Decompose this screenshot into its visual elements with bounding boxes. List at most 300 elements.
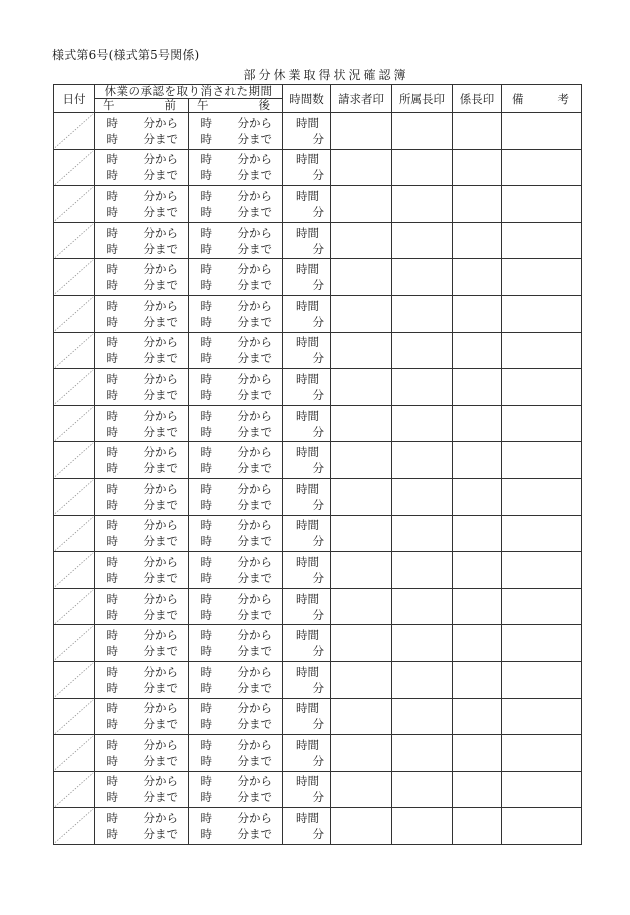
remarks-cell[interactable] bbox=[502, 661, 582, 698]
time-unit-label: 分まで bbox=[237, 607, 272, 622]
chief-seal-cell[interactable] bbox=[453, 588, 502, 625]
hours-cell[interactable] bbox=[283, 808, 331, 845]
date-cell[interactable] bbox=[54, 735, 95, 772]
time-unit-label: 分から bbox=[237, 371, 272, 386]
time-unit-label: 分 bbox=[312, 753, 324, 768]
time-unit-label: 時 bbox=[106, 115, 118, 130]
chief-seal-cell[interactable] bbox=[453, 735, 502, 772]
remarks-cell[interactable] bbox=[502, 735, 582, 772]
am-period-cell[interactable] bbox=[95, 295, 189, 332]
time-unit-label: 時 bbox=[106, 152, 118, 167]
requester-seal-cell[interactable] bbox=[331, 259, 392, 296]
date-diagonal-line bbox=[54, 113, 94, 149]
hours-cell[interactable] bbox=[283, 222, 331, 259]
hours-cell[interactable] bbox=[283, 332, 331, 369]
pm-period-cell[interactable] bbox=[189, 771, 283, 808]
hours-cell[interactable] bbox=[283, 661, 331, 698]
time-unit-label: 時 bbox=[106, 737, 118, 752]
time-unit-label: 時 bbox=[200, 774, 212, 789]
pm-period-cell[interactable] bbox=[189, 186, 283, 223]
remarks-header-right: 考 bbox=[557, 91, 569, 106]
time-unit-label: 分から bbox=[143, 225, 178, 240]
time-unit-label: 時 bbox=[200, 461, 212, 476]
time-unit-label: 分から bbox=[237, 152, 272, 167]
date-cell[interactable] bbox=[54, 113, 95, 150]
date-diagonal-line bbox=[54, 479, 94, 515]
time-unit-label: 分まで bbox=[143, 424, 178, 439]
chief-seal-cell[interactable] bbox=[453, 442, 502, 479]
confirmation-ledger-table bbox=[53, 84, 582, 845]
time-unit-label: 時 bbox=[200, 607, 212, 622]
remarks-cell[interactable] bbox=[502, 149, 582, 186]
time-unit-label: 時間 bbox=[296, 518, 319, 533]
time-unit-label: 分から bbox=[237, 591, 272, 606]
hours-cell[interactable] bbox=[283, 295, 331, 332]
chief-seal-header: 係長印 bbox=[453, 85, 502, 113]
director-seal-cell[interactable] bbox=[392, 149, 453, 186]
ledger-row bbox=[54, 771, 582, 808]
remarks-cell[interactable] bbox=[502, 186, 582, 223]
time-unit-label: 時 bbox=[200, 827, 212, 842]
remarks-cell[interactable] bbox=[502, 698, 582, 735]
date-cell[interactable] bbox=[54, 808, 95, 845]
time-unit-label: 分まで bbox=[237, 827, 272, 842]
director-seal-cell[interactable] bbox=[392, 295, 453, 332]
chief-seal-cell[interactable] bbox=[453, 698, 502, 735]
date-cell[interactable] bbox=[54, 259, 95, 296]
chief-seal-cell[interactable] bbox=[453, 259, 502, 296]
time-unit-label: 時 bbox=[106, 278, 118, 293]
pm-period-cell[interactable] bbox=[189, 332, 283, 369]
time-unit-label: 時 bbox=[200, 131, 212, 146]
requester-seal-cell[interactable] bbox=[331, 808, 392, 845]
time-unit-label: 時 bbox=[106, 481, 118, 496]
time-unit-label: 分から bbox=[143, 188, 178, 203]
time-unit-label: 時 bbox=[106, 680, 118, 695]
time-unit-label: 分から bbox=[237, 408, 272, 423]
am-period-cell[interactable] bbox=[95, 478, 189, 515]
requester-seal-cell[interactable] bbox=[331, 515, 392, 552]
remarks-cell[interactable] bbox=[502, 478, 582, 515]
chief-seal-cell[interactable] bbox=[453, 332, 502, 369]
pm-period-cell[interactable] bbox=[189, 588, 283, 625]
chief-seal-cell[interactable] bbox=[453, 149, 502, 186]
time-unit-label: 分から bbox=[143, 664, 178, 679]
date-cell[interactable] bbox=[54, 149, 95, 186]
am-period-cell[interactable] bbox=[95, 771, 189, 808]
pm-period-cell[interactable] bbox=[189, 552, 283, 589]
chief-seal-cell[interactable] bbox=[453, 625, 502, 662]
requester-seal-header: 請求者印 bbox=[331, 85, 392, 113]
time-unit-label: 分まで bbox=[143, 204, 178, 219]
director-seal-cell[interactable] bbox=[392, 259, 453, 296]
time-unit-label: 時 bbox=[106, 408, 118, 423]
ledger-row bbox=[54, 186, 582, 223]
time-unit-label: 分から bbox=[143, 408, 178, 423]
time-unit-label: 時 bbox=[106, 335, 118, 350]
time-unit-label: 分から bbox=[237, 188, 272, 203]
requester-seal-cell[interactable] bbox=[331, 735, 392, 772]
time-unit-label: 分から bbox=[237, 554, 272, 569]
time-unit-label: 時 bbox=[200, 737, 212, 752]
time-unit-label: 分から bbox=[143, 591, 178, 606]
am-period-cell[interactable] bbox=[95, 808, 189, 845]
time-unit-label: 分から bbox=[143, 371, 178, 386]
time-unit-label: 分 bbox=[312, 461, 324, 476]
time-unit-label: 時 bbox=[106, 664, 118, 679]
time-unit-label: 時 bbox=[106, 717, 118, 732]
time-unit-label: 時 bbox=[106, 534, 118, 549]
time-unit-label: 時 bbox=[200, 351, 212, 366]
time-unit-label: 時 bbox=[200, 115, 212, 130]
pm-period-cell[interactable] bbox=[189, 625, 283, 662]
date-cell[interactable] bbox=[54, 661, 95, 698]
hours-cell[interactable] bbox=[283, 735, 331, 772]
time-unit-label: 分まで bbox=[143, 790, 178, 805]
requester-seal-cell[interactable] bbox=[331, 478, 392, 515]
time-unit-label: 分から bbox=[143, 811, 178, 826]
pm-header-right: 後 bbox=[258, 98, 270, 112]
time-unit-label: 時 bbox=[200, 445, 212, 460]
time-unit-label: 分から bbox=[143, 115, 178, 130]
hours-cell[interactable] bbox=[283, 442, 331, 479]
time-unit-label: 分 bbox=[312, 241, 324, 256]
director-seal-cell[interactable] bbox=[392, 332, 453, 369]
am-header-left: 午 bbox=[103, 98, 115, 112]
am-period-cell[interactable] bbox=[95, 222, 189, 259]
hours-cell[interactable] bbox=[283, 625, 331, 662]
ledger-row bbox=[54, 661, 582, 698]
time-unit-label: 分まで bbox=[143, 570, 178, 585]
date-cell[interactable] bbox=[54, 369, 95, 406]
time-unit-label: 時 bbox=[200, 570, 212, 585]
am-period-cell[interactable] bbox=[95, 186, 189, 223]
time-unit-label: 分まで bbox=[143, 278, 178, 293]
pm-period-cell[interactable] bbox=[189, 698, 283, 735]
hours-cell[interactable] bbox=[283, 771, 331, 808]
time-unit-label: 時 bbox=[106, 644, 118, 659]
time-unit-label: 分まで bbox=[143, 351, 178, 366]
time-unit-label: 分まで bbox=[143, 131, 178, 146]
time-unit-label: 時 bbox=[106, 371, 118, 386]
time-unit-label: 分から bbox=[237, 115, 272, 130]
time-unit-label: 時 bbox=[200, 790, 212, 805]
ledger-row bbox=[54, 698, 582, 735]
requester-seal-cell[interactable] bbox=[331, 369, 392, 406]
time-unit-label: 時間 bbox=[296, 335, 319, 350]
director-seal-cell[interactable] bbox=[392, 771, 453, 808]
director-seal-cell[interactable] bbox=[392, 625, 453, 662]
time-unit-label: 時 bbox=[106, 570, 118, 585]
remarks-cell[interactable] bbox=[502, 405, 582, 442]
time-unit-label: 時 bbox=[200, 644, 212, 659]
time-unit-label: 時 bbox=[200, 168, 212, 183]
ledger-row bbox=[54, 442, 582, 479]
am-period-cell[interactable] bbox=[95, 332, 189, 369]
date-cell[interactable] bbox=[54, 222, 95, 259]
director-seal-cell[interactable] bbox=[392, 186, 453, 223]
time-unit-label: 分から bbox=[237, 262, 272, 277]
pm-period-cell[interactable] bbox=[189, 515, 283, 552]
hours-cell[interactable] bbox=[283, 552, 331, 589]
requester-seal-cell[interactable] bbox=[331, 222, 392, 259]
pm-period-cell[interactable] bbox=[189, 259, 283, 296]
time-unit-label: 分 bbox=[312, 680, 324, 695]
hours-cell[interactable] bbox=[283, 478, 331, 515]
requester-seal-cell[interactable] bbox=[331, 552, 392, 589]
chief-seal-cell[interactable] bbox=[453, 515, 502, 552]
director-seal-cell[interactable] bbox=[392, 405, 453, 442]
time-unit-label: 時 bbox=[106, 314, 118, 329]
date-cell[interactable] bbox=[54, 295, 95, 332]
date-diagonal-line bbox=[54, 735, 94, 771]
time-unit-label: 分まで bbox=[237, 717, 272, 732]
chief-seal-cell[interactable] bbox=[453, 808, 502, 845]
time-unit-label: 時 bbox=[200, 534, 212, 549]
director-seal-cell[interactable] bbox=[392, 113, 453, 150]
date-cell[interactable] bbox=[54, 552, 95, 589]
pm-period-cell[interactable] bbox=[189, 369, 283, 406]
pm-period-cell[interactable] bbox=[189, 661, 283, 698]
hours-cell[interactable] bbox=[283, 186, 331, 223]
date-cell[interactable] bbox=[54, 405, 95, 442]
director-seal-cell[interactable] bbox=[392, 515, 453, 552]
requester-seal-cell[interactable] bbox=[331, 625, 392, 662]
time-unit-label: 時 bbox=[106, 351, 118, 366]
hours-cell[interactable] bbox=[283, 698, 331, 735]
time-unit-label: 時 bbox=[106, 461, 118, 476]
date-diagonal-line bbox=[54, 589, 94, 625]
form-title: 部分休業取得状況確認簿 bbox=[243, 68, 409, 82]
time-unit-label: 時 bbox=[106, 518, 118, 533]
remarks-cell[interactable] bbox=[502, 515, 582, 552]
pm-period-cell[interactable] bbox=[189, 478, 283, 515]
director-seal-cell[interactable] bbox=[392, 552, 453, 589]
chief-seal-cell[interactable] bbox=[453, 186, 502, 223]
requester-seal-cell[interactable] bbox=[331, 186, 392, 223]
director-seal-cell[interactable] bbox=[392, 588, 453, 625]
time-unit-label: 分から bbox=[143, 335, 178, 350]
date-cell[interactable] bbox=[54, 478, 95, 515]
chief-seal-cell[interactable] bbox=[453, 478, 502, 515]
time-unit-label: 時 bbox=[200, 335, 212, 350]
hours-cell[interactable] bbox=[283, 588, 331, 625]
director-seal-cell[interactable] bbox=[392, 735, 453, 772]
director-seal-cell[interactable] bbox=[392, 698, 453, 735]
time-unit-label: 時 bbox=[200, 387, 212, 402]
remarks-cell[interactable] bbox=[502, 295, 582, 332]
time-unit-label: 分から bbox=[143, 152, 178, 167]
time-unit-label: 時 bbox=[200, 518, 212, 533]
director-seal-cell[interactable] bbox=[392, 442, 453, 479]
time-unit-label: 分から bbox=[237, 335, 272, 350]
time-unit-label: 時間 bbox=[296, 371, 319, 386]
am-period-cell[interactable] bbox=[95, 259, 189, 296]
date-cell[interactable] bbox=[54, 588, 95, 625]
time-unit-label: 分 bbox=[312, 351, 324, 366]
time-unit-label: 分 bbox=[312, 131, 324, 146]
time-unit-label: 分まで bbox=[143, 534, 178, 549]
time-unit-label: 分まで bbox=[237, 753, 272, 768]
time-unit-label: 分から bbox=[237, 481, 272, 496]
director-seal-cell[interactable] bbox=[392, 369, 453, 406]
remarks-cell[interactable] bbox=[502, 552, 582, 589]
hours-cell[interactable] bbox=[283, 259, 331, 296]
am-period-cell[interactable] bbox=[95, 698, 189, 735]
requester-seal-cell[interactable] bbox=[331, 332, 392, 369]
remarks-cell[interactable] bbox=[502, 771, 582, 808]
time-unit-label: 時 bbox=[200, 591, 212, 606]
director-seal-cell[interactable] bbox=[392, 222, 453, 259]
pm-period-cell[interactable] bbox=[189, 295, 283, 332]
time-unit-label: 分から bbox=[237, 628, 272, 643]
pm-period-cell[interactable] bbox=[189, 222, 283, 259]
am-period-cell[interactable] bbox=[95, 661, 189, 698]
am-period-cell[interactable] bbox=[95, 113, 189, 150]
am-period-cell[interactable] bbox=[95, 588, 189, 625]
director-seal-cell[interactable] bbox=[392, 661, 453, 698]
director-seal-cell[interactable] bbox=[392, 478, 453, 515]
time-unit-label: 分まで bbox=[237, 351, 272, 366]
remarks-cell[interactable] bbox=[502, 332, 582, 369]
hours-cell[interactable] bbox=[283, 149, 331, 186]
time-unit-label: 分 bbox=[312, 790, 324, 805]
am-period-cell[interactable] bbox=[95, 515, 189, 552]
time-unit-label: 分から bbox=[143, 262, 178, 277]
time-unit-label: 分から bbox=[237, 664, 272, 679]
pm-period-cell[interactable] bbox=[189, 149, 283, 186]
time-unit-label: 時間 bbox=[296, 115, 319, 130]
requester-seal-cell[interactable] bbox=[331, 405, 392, 442]
hours-header: 時間数 bbox=[283, 85, 331, 113]
time-unit-label: 分まで bbox=[237, 570, 272, 585]
time-unit-label: 分まで bbox=[237, 314, 272, 329]
am-period-cell[interactable] bbox=[95, 735, 189, 772]
pm-period-cell[interactable] bbox=[189, 113, 283, 150]
requester-seal-cell[interactable] bbox=[331, 661, 392, 698]
time-unit-label: 分まで bbox=[237, 461, 272, 476]
remarks-cell[interactable] bbox=[502, 113, 582, 150]
hours-cell[interactable] bbox=[283, 515, 331, 552]
requester-seal-cell[interactable] bbox=[331, 442, 392, 479]
hours-cell[interactable] bbox=[283, 405, 331, 442]
time-unit-label: 時 bbox=[106, 790, 118, 805]
time-unit-label: 時 bbox=[106, 497, 118, 512]
requester-seal-cell[interactable] bbox=[331, 295, 392, 332]
director-seal-cell[interactable] bbox=[392, 808, 453, 845]
requester-seal-cell[interactable] bbox=[331, 113, 392, 150]
am-header bbox=[95, 99, 189, 113]
pm-period-cell[interactable] bbox=[189, 735, 283, 772]
remarks-cell[interactable] bbox=[502, 369, 582, 406]
chief-seal-cell[interactable] bbox=[453, 113, 502, 150]
time-unit-label: 分から bbox=[143, 481, 178, 496]
am-period-cell[interactable] bbox=[95, 369, 189, 406]
time-unit-label: 時間 bbox=[296, 408, 319, 423]
am-period-cell[interactable] bbox=[95, 552, 189, 589]
am-period-cell[interactable] bbox=[95, 442, 189, 479]
date-cell[interactable] bbox=[54, 515, 95, 552]
date-cell[interactable] bbox=[54, 186, 95, 223]
hours-cell[interactable] bbox=[283, 113, 331, 150]
time-unit-label: 分から bbox=[237, 298, 272, 313]
ledger-row bbox=[54, 259, 582, 296]
time-unit-label: 時 bbox=[200, 204, 212, 219]
time-unit-label: 分 bbox=[312, 570, 324, 585]
chief-seal-cell[interactable] bbox=[453, 369, 502, 406]
time-unit-label: 分まで bbox=[237, 387, 272, 402]
date-cell[interactable] bbox=[54, 442, 95, 479]
remarks-cell[interactable] bbox=[502, 588, 582, 625]
time-unit-label: 分から bbox=[237, 701, 272, 716]
date-cell[interactable] bbox=[54, 625, 95, 662]
remarks-cell[interactable] bbox=[502, 625, 582, 662]
chief-seal-cell[interactable] bbox=[453, 552, 502, 589]
chief-seal-cell[interactable] bbox=[453, 661, 502, 698]
time-unit-label: 時 bbox=[106, 811, 118, 826]
remarks-cell[interactable] bbox=[502, 442, 582, 479]
time-unit-label: 分まで bbox=[237, 790, 272, 805]
chief-seal-cell[interactable] bbox=[453, 405, 502, 442]
requester-seal-cell[interactable] bbox=[331, 149, 392, 186]
time-unit-label: 時 bbox=[200, 278, 212, 293]
remarks-cell[interactable] bbox=[502, 259, 582, 296]
time-unit-label: 分 bbox=[312, 607, 324, 622]
time-unit-label: 時間 bbox=[296, 591, 319, 606]
requester-seal-cell[interactable] bbox=[331, 771, 392, 808]
time-unit-label: 分 bbox=[312, 424, 324, 439]
time-unit-label: 時間 bbox=[296, 445, 319, 460]
time-unit-label: 分まで bbox=[143, 387, 178, 402]
requester-seal-cell[interactable] bbox=[331, 698, 392, 735]
time-unit-label: 分まで bbox=[237, 497, 272, 512]
am-period-cell[interactable] bbox=[95, 149, 189, 186]
pm-period-cell[interactable] bbox=[189, 405, 283, 442]
date-cell[interactable] bbox=[54, 698, 95, 735]
chief-seal-cell[interactable] bbox=[453, 771, 502, 808]
date-cell[interactable] bbox=[54, 771, 95, 808]
am-period-cell[interactable] bbox=[95, 405, 189, 442]
hours-cell[interactable] bbox=[283, 369, 331, 406]
time-unit-label: 時 bbox=[200, 811, 212, 826]
requester-seal-cell[interactable] bbox=[331, 588, 392, 625]
chief-seal-cell[interactable] bbox=[453, 222, 502, 259]
date-diagonal-line bbox=[54, 296, 94, 332]
time-unit-label: 分まで bbox=[237, 680, 272, 695]
date-cell[interactable] bbox=[54, 332, 95, 369]
time-unit-label: 分 bbox=[312, 534, 324, 549]
time-unit-label: 分まで bbox=[237, 278, 272, 293]
ledger-row bbox=[54, 113, 582, 150]
chief-seal-cell[interactable] bbox=[453, 295, 502, 332]
time-unit-label: 時 bbox=[200, 152, 212, 167]
time-unit-label: 時 bbox=[200, 680, 212, 695]
time-unit-label: 分まで bbox=[143, 497, 178, 512]
time-unit-label: 分から bbox=[143, 737, 178, 752]
time-unit-label: 時 bbox=[106, 445, 118, 460]
time-unit-label: 分から bbox=[237, 737, 272, 752]
date-diagonal-line bbox=[54, 259, 94, 295]
time-unit-label: 分まで bbox=[143, 241, 178, 256]
pm-period-cell[interactable] bbox=[189, 808, 283, 845]
remarks-cell[interactable] bbox=[502, 808, 582, 845]
am-period-cell[interactable] bbox=[95, 625, 189, 662]
pm-period-cell[interactable] bbox=[189, 442, 283, 479]
remarks-cell[interactable] bbox=[502, 222, 582, 259]
time-unit-label: 時 bbox=[200, 424, 212, 439]
time-unit-label: 時 bbox=[106, 827, 118, 842]
time-unit-label: 時 bbox=[106, 168, 118, 183]
